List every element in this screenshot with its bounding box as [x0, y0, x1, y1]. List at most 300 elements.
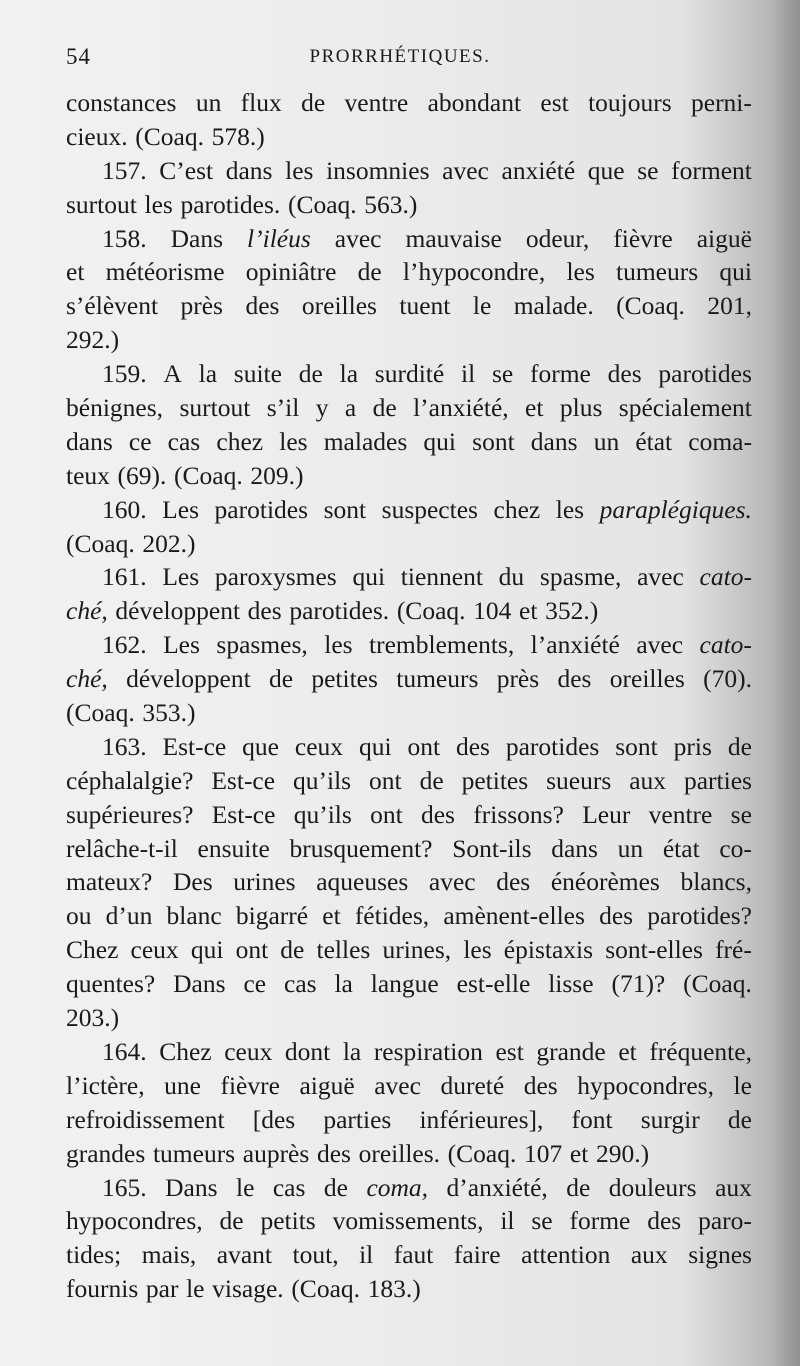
word: surtout [66, 189, 137, 219]
text-line [66, 1137, 752, 1171]
word: des [245, 291, 280, 321]
word: tumeurs [396, 664, 479, 694]
word: forme [569, 1206, 631, 1236]
word: les [285, 155, 314, 185]
word: signes [688, 1240, 752, 1270]
word: des [247, 596, 282, 626]
word: hypocondres, [577, 1070, 714, 1100]
word: 201, [707, 291, 752, 321]
word: ont [235, 935, 269, 965]
word: refroidissement [66, 1104, 225, 1134]
word: avant [216, 1240, 273, 1270]
word: 104 [473, 596, 512, 626]
word: se [730, 799, 752, 829]
text-line [66, 459, 752, 493]
word: mauvaise [405, 223, 502, 253]
word: font [571, 1104, 613, 1134]
text-line [66, 899, 752, 933]
word: des [523, 1070, 558, 1100]
word: de [372, 393, 397, 423]
word: fréquente, [649, 1036, 752, 1066]
word: sont-elles [605, 935, 703, 965]
word: hypocondres, [66, 1206, 203, 1236]
text-line [66, 798, 752, 832]
text-line [66, 1272, 752, 1306]
word: oreilles [609, 664, 685, 694]
word: Chez [66, 935, 119, 965]
word: un [617, 833, 644, 863]
text-line [66, 357, 752, 391]
word: du [498, 562, 525, 592]
word: 160. [102, 494, 147, 524]
word: est-elle [456, 969, 531, 999]
word: d’un [105, 901, 153, 931]
word: Dans [170, 223, 224, 253]
word: fré- [715, 935, 752, 965]
word: Chez [159, 1036, 212, 1066]
word: (Coaq. [66, 528, 135, 558]
word: 162. [102, 630, 147, 660]
word: le [472, 291, 492, 321]
word: chez [493, 494, 541, 524]
word: aiguë [299, 1070, 355, 1100]
word: ventre [648, 799, 713, 829]
word: de [219, 1206, 244, 1236]
word: météorisme [105, 257, 225, 287]
text-line [66, 730, 752, 764]
word: cato- [699, 630, 752, 660]
word: et [322, 901, 341, 931]
word: de [419, 765, 444, 795]
word: Les [162, 562, 200, 592]
word: (71)? [611, 969, 666, 999]
word: des [316, 1138, 351, 1168]
word: avec [334, 223, 382, 253]
word: mateux? [66, 867, 153, 897]
word: dans [551, 833, 598, 863]
word: spasmes, [216, 630, 308, 660]
page-number: 54 [66, 44, 91, 69]
word: état [662, 833, 700, 863]
word: (Coaq. [396, 596, 466, 626]
word: de [323, 1172, 348, 1202]
word: la [339, 359, 359, 389]
word: il [500, 1206, 515, 1236]
word: tout, [292, 1240, 339, 1270]
word: cieux. [66, 121, 128, 151]
word: fournis [66, 1274, 139, 1304]
text-line [66, 1238, 752, 1272]
word: il [460, 359, 476, 389]
word: lisse [548, 969, 594, 999]
word: petits [260, 1206, 316, 1236]
word: surgir [640, 1104, 700, 1134]
word: forment [671, 155, 752, 185]
word: constances [66, 88, 177, 117]
text-line [66, 323, 752, 357]
running-title: PRORRHÉTIQUES. [309, 46, 491, 67]
word: ceux [294, 731, 344, 761]
word: ventre [344, 88, 409, 117]
text-line [66, 1103, 752, 1137]
word: aux [630, 1240, 668, 1270]
word: qui [423, 426, 456, 456]
word: (Coaq. [135, 121, 204, 151]
word: anxiété [501, 155, 576, 185]
word: supérieures? [66, 799, 194, 829]
word: aiguë [696, 223, 752, 253]
word: petites [311, 664, 378, 694]
word: ché, [66, 664, 108, 694]
word: 292.) [66, 325, 120, 355]
word: attention [521, 1240, 611, 1270]
word: l’anxiété [530, 630, 620, 660]
word: ceux [130, 935, 179, 965]
word: 157. [102, 155, 147, 185]
word: inférieures], [419, 1104, 544, 1134]
word: brusquement? [289, 833, 433, 863]
word: tumeurs [615, 257, 699, 287]
word: Les [163, 630, 200, 660]
word: 164. [102, 1036, 147, 1066]
word: ensuite [197, 833, 270, 863]
word: de [727, 1104, 752, 1134]
word: chez [216, 426, 264, 456]
word: sont [472, 426, 515, 456]
word: ont [369, 765, 402, 795]
word: est [495, 1036, 524, 1066]
word: énéorèmes [550, 867, 660, 897]
word: la [334, 969, 353, 999]
word: se [491, 359, 514, 389]
word: C’est [159, 155, 214, 185]
word: fétides, [354, 901, 430, 931]
word: Leur [582, 799, 631, 829]
word: malade. [513, 291, 594, 321]
word: oreilles. [358, 1138, 441, 1168]
word: parties [323, 1104, 392, 1134]
text-line [66, 255, 752, 289]
word: tumeurs [152, 1138, 236, 1168]
text-line [66, 527, 752, 561]
word: blanc [166, 901, 222, 931]
word: cato- [699, 562, 752, 592]
word: qu’ils [293, 765, 352, 795]
word: ce [128, 426, 152, 456]
word: sont [615, 731, 658, 761]
word: tiennent [400, 562, 483, 592]
word: ché, [66, 596, 108, 626]
word: Sont-ils [452, 833, 532, 863]
word: Est-ce [211, 765, 276, 795]
word: abondant [427, 88, 522, 117]
word: qu’ils [293, 799, 352, 829]
word: relâche-t-il [66, 833, 178, 863]
word: mais, [141, 1240, 197, 1270]
word: épistaxis [503, 935, 594, 965]
text-line [66, 967, 752, 1001]
word: spasme, [539, 562, 622, 592]
word: 352.) [545, 596, 599, 626]
word: de [357, 257, 382, 287]
word: 183.) [367, 1274, 421, 1304]
word: de [566, 1172, 591, 1202]
word: surdité [374, 359, 445, 389]
word: le [186, 1274, 205, 1304]
word: faut [393, 1240, 434, 1270]
word: qui [352, 562, 386, 592]
word: (Coaq. [291, 1274, 361, 1304]
text-line [66, 222, 752, 256]
word: spécialement [618, 393, 752, 423]
word: les [144, 189, 173, 219]
word: insomnies [326, 155, 430, 185]
word: douleurs [608, 1172, 697, 1202]
word: qui [719, 257, 752, 287]
word: dans [530, 426, 578, 456]
word: que [587, 155, 625, 185]
text-line [66, 594, 752, 628]
word: telles [316, 935, 371, 965]
word: coma- [688, 426, 752, 456]
word: des [607, 359, 642, 389]
word: 158. [102, 223, 147, 253]
word: aqueuses [316, 867, 409, 897]
word: toujours [588, 88, 672, 117]
word: les [324, 630, 353, 660]
word: dans [225, 155, 273, 185]
word: 353.) [142, 698, 196, 728]
text-line [66, 933, 752, 967]
word: se [531, 1206, 553, 1236]
word: aux [629, 765, 667, 795]
word: avec [442, 155, 489, 185]
word: par [145, 1274, 179, 1304]
word: et [569, 1138, 589, 1168]
word: et [66, 257, 85, 287]
word: fièvre [220, 1070, 280, 1100]
word: l’ictère, [66, 1070, 145, 1100]
word: ont [407, 731, 441, 761]
word: paro- [698, 1206, 752, 1236]
word: un [593, 426, 620, 456]
text-line [66, 154, 752, 188]
word: fièvre [613, 223, 673, 253]
word: près [180, 291, 223, 321]
word: faire [453, 1240, 501, 1270]
word: malades [323, 426, 408, 456]
word: frissons? [473, 799, 564, 829]
word: et [519, 596, 538, 626]
word: le [733, 1070, 752, 1100]
text-line [66, 425, 752, 459]
word: 290.) [595, 1138, 650, 1168]
word: des [455, 731, 490, 761]
word: (Coaq. [447, 1138, 517, 1168]
text-line [66, 120, 752, 154]
word: 202.) [142, 528, 196, 558]
word: qui [358, 731, 392, 761]
text-line [66, 628, 752, 662]
word: suspectes [381, 494, 478, 524]
word: (Coaq. [616, 291, 685, 321]
word: blancs, [680, 867, 752, 897]
text-line [66, 86, 752, 120]
word: urines [233, 867, 296, 897]
word: Dans [173, 969, 226, 999]
word: 578.) [211, 121, 265, 151]
word: vomissements, [332, 1206, 484, 1236]
word: développent [126, 664, 251, 694]
word: tides; [66, 1240, 122, 1270]
text-line [66, 1035, 752, 1069]
word: des [647, 1206, 682, 1236]
word: flux [240, 88, 282, 117]
word: sont [323, 494, 367, 524]
word: Est-ce [162, 731, 227, 761]
word: ce [243, 969, 267, 999]
text-line [66, 662, 752, 696]
word: parotides [214, 494, 309, 524]
word: (Coaq. [66, 698, 135, 728]
word: odeur, [525, 223, 590, 253]
word: co- [719, 833, 752, 863]
text-line [66, 1069, 752, 1103]
word: (Coaq. [174, 460, 243, 490]
word: 161. [102, 562, 147, 592]
word: est [540, 88, 569, 117]
word: paroxysmes [214, 562, 337, 592]
word: 165. [102, 1172, 147, 1202]
word: de [268, 664, 294, 694]
word: s’il [266, 393, 300, 423]
word: que [242, 731, 279, 761]
word: coma, [366, 1172, 429, 1202]
word: avec [374, 1070, 421, 1100]
word: état [635, 426, 673, 456]
word: parotides [505, 731, 600, 761]
word: de [298, 359, 323, 389]
word: A [163, 359, 182, 389]
word: et [525, 393, 544, 423]
word: les [566, 257, 595, 287]
word: se [637, 155, 659, 185]
word: amènent-elles [443, 901, 585, 931]
word: a [344, 393, 357, 423]
word: dureté [440, 1070, 505, 1100]
word: (70). [703, 664, 752, 694]
word: auprès [242, 1138, 310, 1168]
word: [des [252, 1104, 296, 1134]
word: (69). [117, 460, 167, 490]
text-line [66, 696, 752, 730]
word: dont [284, 1036, 331, 1066]
word: 107 [524, 1138, 563, 1168]
word: paraplégiques. [599, 494, 752, 524]
word: de [301, 88, 326, 117]
word: les [555, 494, 585, 524]
page-header [66, 44, 734, 78]
text-line [66, 865, 752, 899]
word: cas [272, 1172, 306, 1202]
word: d’anxiété, [446, 1172, 548, 1202]
word: l’anxiété, [413, 393, 509, 423]
word: bénignes, [66, 393, 164, 423]
word: des [496, 867, 531, 897]
word: développent [115, 596, 241, 626]
word: oreilles [301, 291, 377, 321]
word: y [315, 393, 329, 423]
text-line [66, 391, 752, 425]
word: près [496, 664, 540, 694]
word: l’hypocondre, [402, 257, 546, 287]
word: (Coaq. [287, 189, 357, 219]
word: cas [284, 969, 317, 999]
word: suite [233, 359, 282, 389]
word: aux [715, 1172, 752, 1202]
word: parotides. [180, 189, 281, 219]
word: perni- [691, 88, 752, 117]
word: dans [66, 426, 113, 456]
word: ou [66, 901, 92, 931]
word: qui [190, 935, 224, 965]
word: Dans [165, 1172, 218, 1202]
word: 159. [102, 359, 147, 389]
word: les [279, 426, 308, 456]
word: s’élèvent [66, 291, 159, 321]
word: langue [370, 969, 439, 999]
text-line [66, 832, 752, 866]
word: parotides [658, 359, 752, 389]
word: visage. [212, 1274, 284, 1304]
word: de [727, 731, 752, 761]
word: Des [172, 867, 213, 897]
text-line [66, 289, 752, 323]
text-line [66, 560, 752, 594]
text-line [66, 1204, 752, 1238]
word: de [280, 935, 305, 965]
word: céphalalgie? [66, 765, 194, 795]
text-line [66, 493, 752, 527]
word: et [618, 1036, 637, 1066]
word: il [359, 1240, 374, 1270]
word: un [195, 88, 222, 117]
word: forme [529, 359, 591, 389]
word: parotides. [289, 596, 390, 626]
word: sueurs [546, 765, 612, 795]
word: 163. [102, 731, 147, 761]
word: 209.) [250, 460, 304, 490]
word: parotides? [647, 901, 752, 931]
word: Est-ce [211, 799, 276, 829]
word: avec [637, 562, 684, 592]
word: avec [428, 867, 476, 897]
word: ont [370, 799, 403, 829]
word: plus [559, 393, 603, 423]
word: bigarré [235, 901, 309, 931]
word: avec [636, 630, 684, 660]
word: des [557, 664, 592, 694]
word: des [599, 901, 634, 931]
word: 563.) [364, 189, 418, 219]
word: tuent [399, 291, 451, 321]
word: respiration [373, 1036, 483, 1066]
word: parties [683, 765, 752, 795]
word: la [198, 359, 218, 389]
word: (Coaq. [683, 969, 752, 999]
word: urines, [382, 935, 452, 965]
word: opiniâtre [245, 257, 337, 287]
